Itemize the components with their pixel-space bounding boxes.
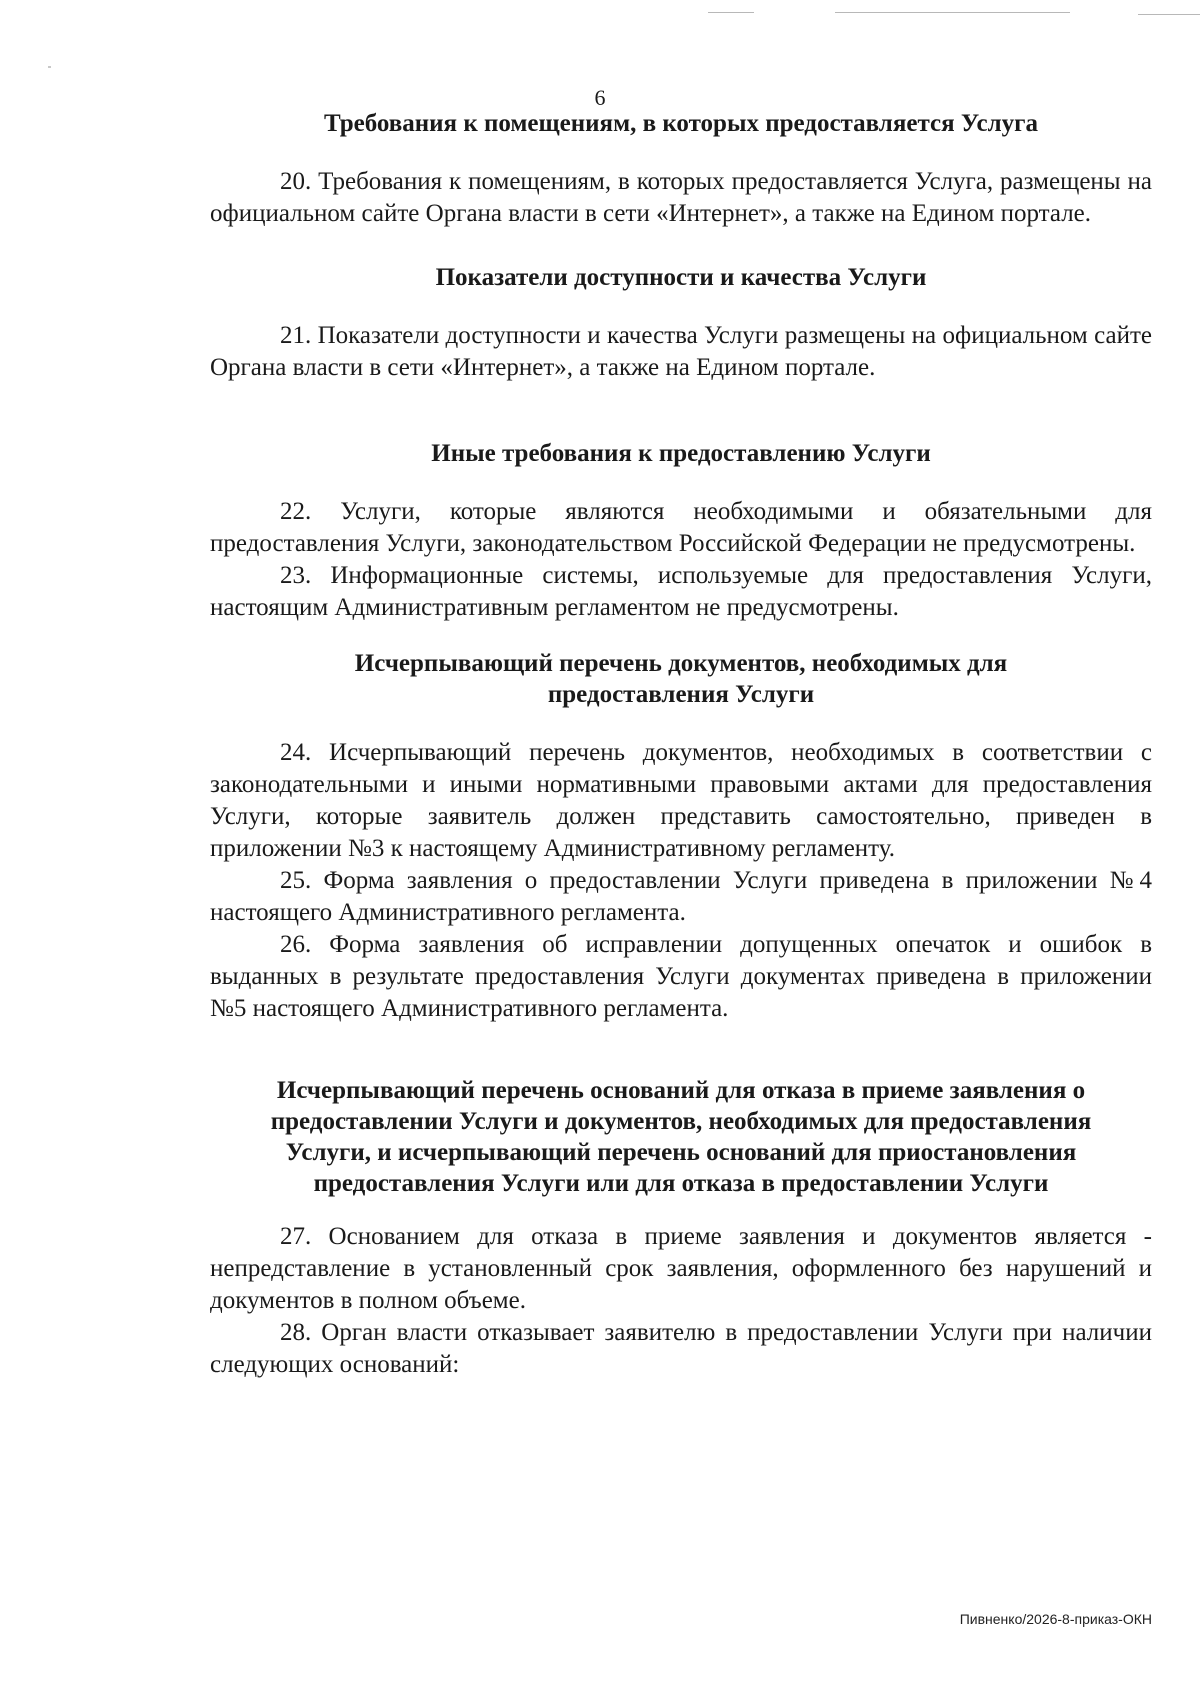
scan-artifact-dot — [48, 66, 51, 68]
paragraph-26: 26. Форма заявления об исправлении допущенных опечаток и ошибок в выданных в результате предоставления Услуги документах приведена в приложении №5 настоящего Административного регламента. — [210, 931, 1152, 1022]
paragraph-23: 23. Информационные системы, используемые для предоставления Услуги, настоящим Административным регламентом не предусмотрены. — [210, 562, 1152, 621]
section-heading-refusal-grounds — [210, 1075, 1152, 1199]
scan-artifact-line — [1138, 14, 1200, 15]
paragraph-28: 28. Орган власти отказывает заявителю в предоставлении Услуги при наличии следующих оснований: — [210, 1319, 1152, 1378]
heading-line: предоставления Услуги или для отказа в предоставлении Услуги — [313, 1170, 1049, 1197]
section-heading-documents-list — [210, 648, 1152, 710]
paragraph-22: 22. Услуги, которые являются необходимыми и обязательными для предоставления Услуги, законодательством Российской Федерации не предусмотрены. — [210, 498, 1152, 557]
document-footer-code: Пивненко/2026-8-приказ-ОКН — [959, 1611, 1152, 1627]
heading-line: предоставления Услуги — [547, 681, 815, 708]
scan-artifact-line — [708, 12, 754, 13]
paragraph-24: 24. Исчерпывающий перечень документов, необходимых в соответствии с законодательными и иными нормативными правовыми актами для предоставления Услуги, которые заявитель должен представить самостоятельно, приведен в приложении №3 к настоящему Административному регламенту. — [210, 739, 1152, 862]
paragraph-20: 20. Требования к помещениям, в которых предоставляется Услуга, размещены на официальном сайте Органа власти в сети «Интернет», а также на Едином портале. — [210, 168, 1152, 227]
paragraph-27: 27. Основанием для отказа в приеме заявления и документов является - непредставление в установленный срок заявления, оформленного без нарушений и документов в полном объеме. — [210, 1223, 1152, 1314]
section-heading-other-requirements: Иные требования к предоставлению Услуги — [431, 440, 931, 467]
section-heading-accessibility: Показатели доступности и качества Услуги — [435, 264, 927, 291]
paragraph-21: 21. Показатели доступности и качества Услуги размещены на официальном сайте Органа власти в сети «Интернет», а также на Едином портале. — [210, 322, 1152, 381]
scan-artifact-line — [835, 12, 1070, 13]
heading-line: Исчерпывающий перечень оснований для отказа в приеме заявления о — [276, 1077, 1086, 1104]
heading-line: Исчерпывающий перечень документов, необходимых для — [354, 650, 1008, 677]
heading-line: Услуги, и исчерпывающий перечень оснований для приостановления — [285, 1139, 1077, 1166]
document-body — [210, 108, 1152, 1381]
heading-line: предоставлении Услуги и документов, необходимых для предоставления — [270, 1108, 1092, 1135]
section-heading-premises: Требования к помещениям, в которых предоставляется Услуга — [323, 110, 1039, 137]
page-number: 6 — [594, 85, 606, 110]
paragraph-25: 25. Форма заявления о предоставлении Услуги приведена в приложении №4 настоящего Административного регламента. — [210, 867, 1152, 926]
